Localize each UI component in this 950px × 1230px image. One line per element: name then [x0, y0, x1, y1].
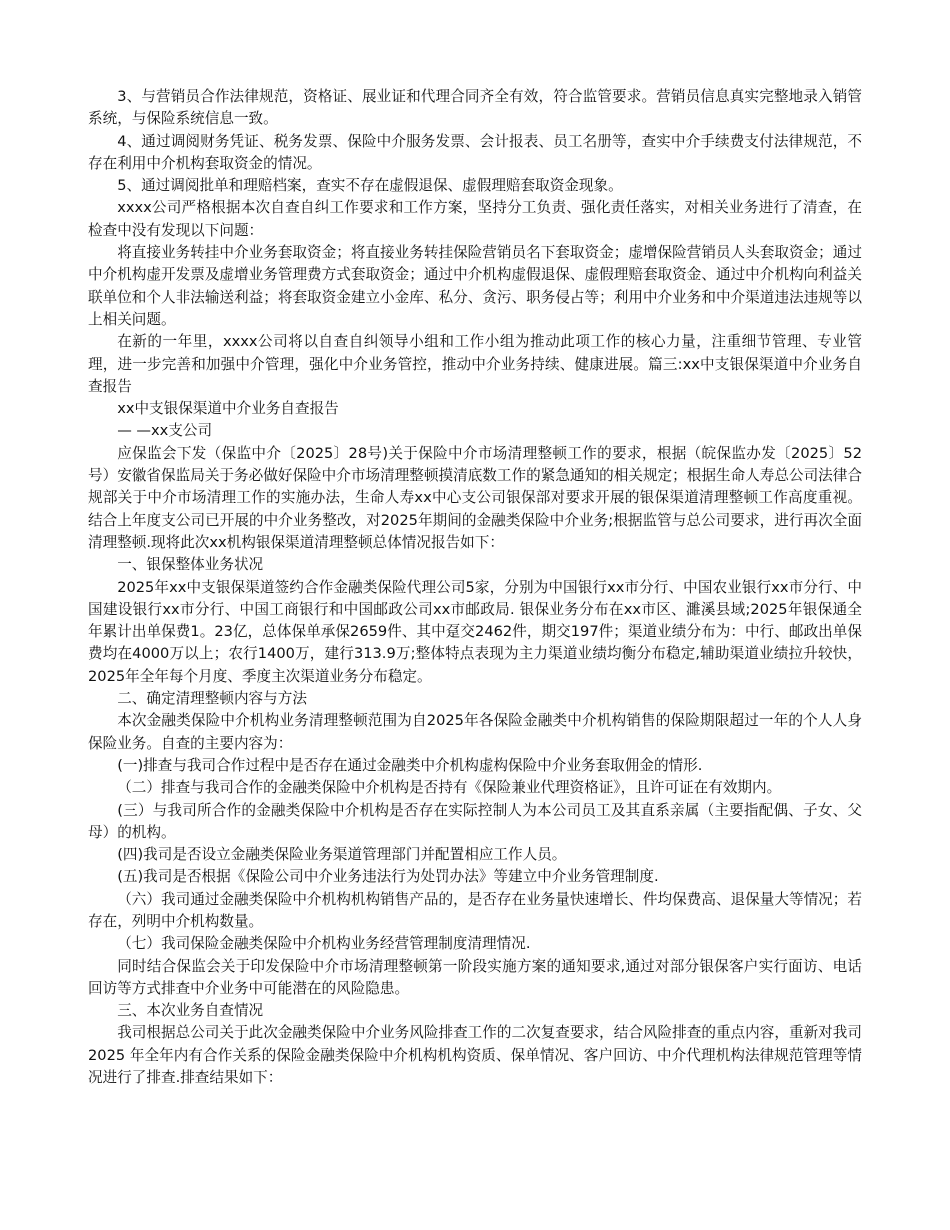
check-item-1: (一)排查与我司合作过程中是否存在通过金融类中介机构虚构保险中介业务套取佣金的情形. [117, 756, 703, 774]
check-item-4: (四)我司是否设立金融类保险业务渠道管理部门并配置相应工作人员。 [117, 846, 567, 864]
paragraph-item-3: 3、与营销员合作法律规范，资格证、展业证和代理合同齐全有效，符合监管要求。营销员信息真实完整地录入销管系统，与保险系统信息一致。 [88, 88, 862, 128]
paragraph-self-check-results: 我司根据总公司关于此次金融类保险中介业务风险排查工作的二次复查要求，结合风险排查的重点内容，重新对我司2025 年全年内有合作关系的保险金融类保险中介机构机构资质、保单情况、客户回访、中介代理机构法律规范管理等情况进行了排查.排查结果如下： [88, 1024, 862, 1087]
paragraph-issues-list: 将直接业务转挂中介业务套取资金；将直接业务转挂保险营销员名下套取资金；虚增保险营销员人头套取资金；通过中介机构虚开发票及虚增业务管理费方式套取资金；通过中介机构虚假退保、虚假理赔套取资金、通过中介机构向利益关联单位和个人非法输送利益；将套取资金建立小金库、私分、贪污、职务侵占等；利用中介业务和中介渠道违法违规等以上相关问题。 [88, 244, 862, 328]
report-branch: — —xx支公司 [117, 422, 213, 440]
check-item-2: （二）排查与我司合作的金融类保险中介机构是否持有《保险兼业代理资格证》，且许可证在有效期内。 [117, 779, 782, 797]
paragraph-methods: 同时结合保监会关于印发保险中介市场清理整顿第一阶段实施方案的通知要求,通过对部分银保客户实行面访、电话回访等方式排查中介业务中可能潜在的风险隐患。 [88, 957, 862, 997]
check-item-6: （六）我司通过金融类保险中介机构机构销售产品的，是否存在业务量快速增长、件均保费高、退保量大等情况；若存在，列明中介机构数量。 [88, 890, 862, 930]
section-heading-3: 三、本次业务自查情况 [117, 1002, 264, 1020]
section-heading-2: 二、确定清理整顿内容与方法 [117, 690, 307, 708]
report-title: xx中支银保渠道中介业务自查报告 [117, 400, 339, 418]
check-item-3: (三）与我司所合作的金融类保险中介机构是否存在实际控制人为本公司员工及其直系亲属（主要指配偶、子女、父母）的机构。 [88, 801, 862, 841]
paragraph-item-5: 5、通过调阅批单和理赔档案，查实不存在虚假退保、虚假理赔套取资金现象。 [117, 177, 623, 195]
paragraph-background: 应保监会下发（保监中介〔2025〕28号)关于保险中介市场清理整顿工作的要求，根据（皖保监办发〔2025〕52号）安徽省保监局关于务必做好保险中介市场清理整顿摸清底数工作的紧急通知的相关规定；根据生命人寿总公司法律合规部关于中介市场清理工作的实施办法，生命人寿xx中心支公司银保部对要求开展的银保渠道清理整顿工作高度重视。结合上年度支公司已开展的中介业务整改，对2025年期间的金融类保险中介业务;根据监管与总公司要求，进行再次全面清理整顿.现将此次xx机构银保渠道清理整顿总体情况报告如下： [88, 444, 862, 551]
paragraph-new-year: 在新的一年里，xxxx公司将以自查自纠领导小组和工作小组为推动此项工作的核心力量，注重细节管理、专业管理，进一步完善和加强中介管理，强化中介业务管控，推动中介业务持续、健康进展。篇三:xx中支银保渠道中介业务自查报告 [88, 333, 862, 395]
paragraph-self-check-intro: xxxx公司严格根据本次自查自纠工作要求和工作方案，坚持分工负责、强化责任落实，对相关业务进行了清查，在检查中没有发现以下问题： [88, 199, 862, 239]
section-heading-1: 一、银保整体业务状况 [117, 556, 264, 574]
paragraph-business-status: 2025年xx中支银保渠道签约合作金融类保险代理公司5家，分别为中国银行xx市分行、中国农业银行xx市分行、中国建设银行xx市分行、中国工商银行和中国邮政公司xx市邮政局. 银保业务分布在xx市区、濉溪县域;2025年银保通全年累计出单保费1。23亿，总体保单承保2659件、其中趸交2462件，期交197件；渠道业绩分布为：中行、邮政出单保费均在4000万以上；农行1400万，建行313.9万;整体特点表现为主力渠道业绩均衡分布稳定,辅助渠道业绩拉升较快，2025年全年每个月度、季度主次渠道业务分布稳定。 [88, 578, 862, 685]
check-item-5: (五)我司是否根据《保险公司中介业务违法行为处罚办法》等建立中介业务管理制度. [117, 868, 659, 886]
check-item-7: （七）我司保险金融类保险中介机构业务经营管理制度清理情况. [117, 935, 531, 953]
paragraph-scope: 本次金融类保险中介机构业务清理整顿范围为自2025年各保险金融类中介机构销售的保险期限超过一年的个人人身保险业务。自查的主要内容为： [88, 712, 862, 752]
paragraph-item-4: 4、通过调阅财务凭证、税务发票、保险中介服务发票、会计报表、员工名册等，查实中介手续费支付法律规范，不存在利用中介机构套取资金的情况。 [88, 132, 862, 172]
